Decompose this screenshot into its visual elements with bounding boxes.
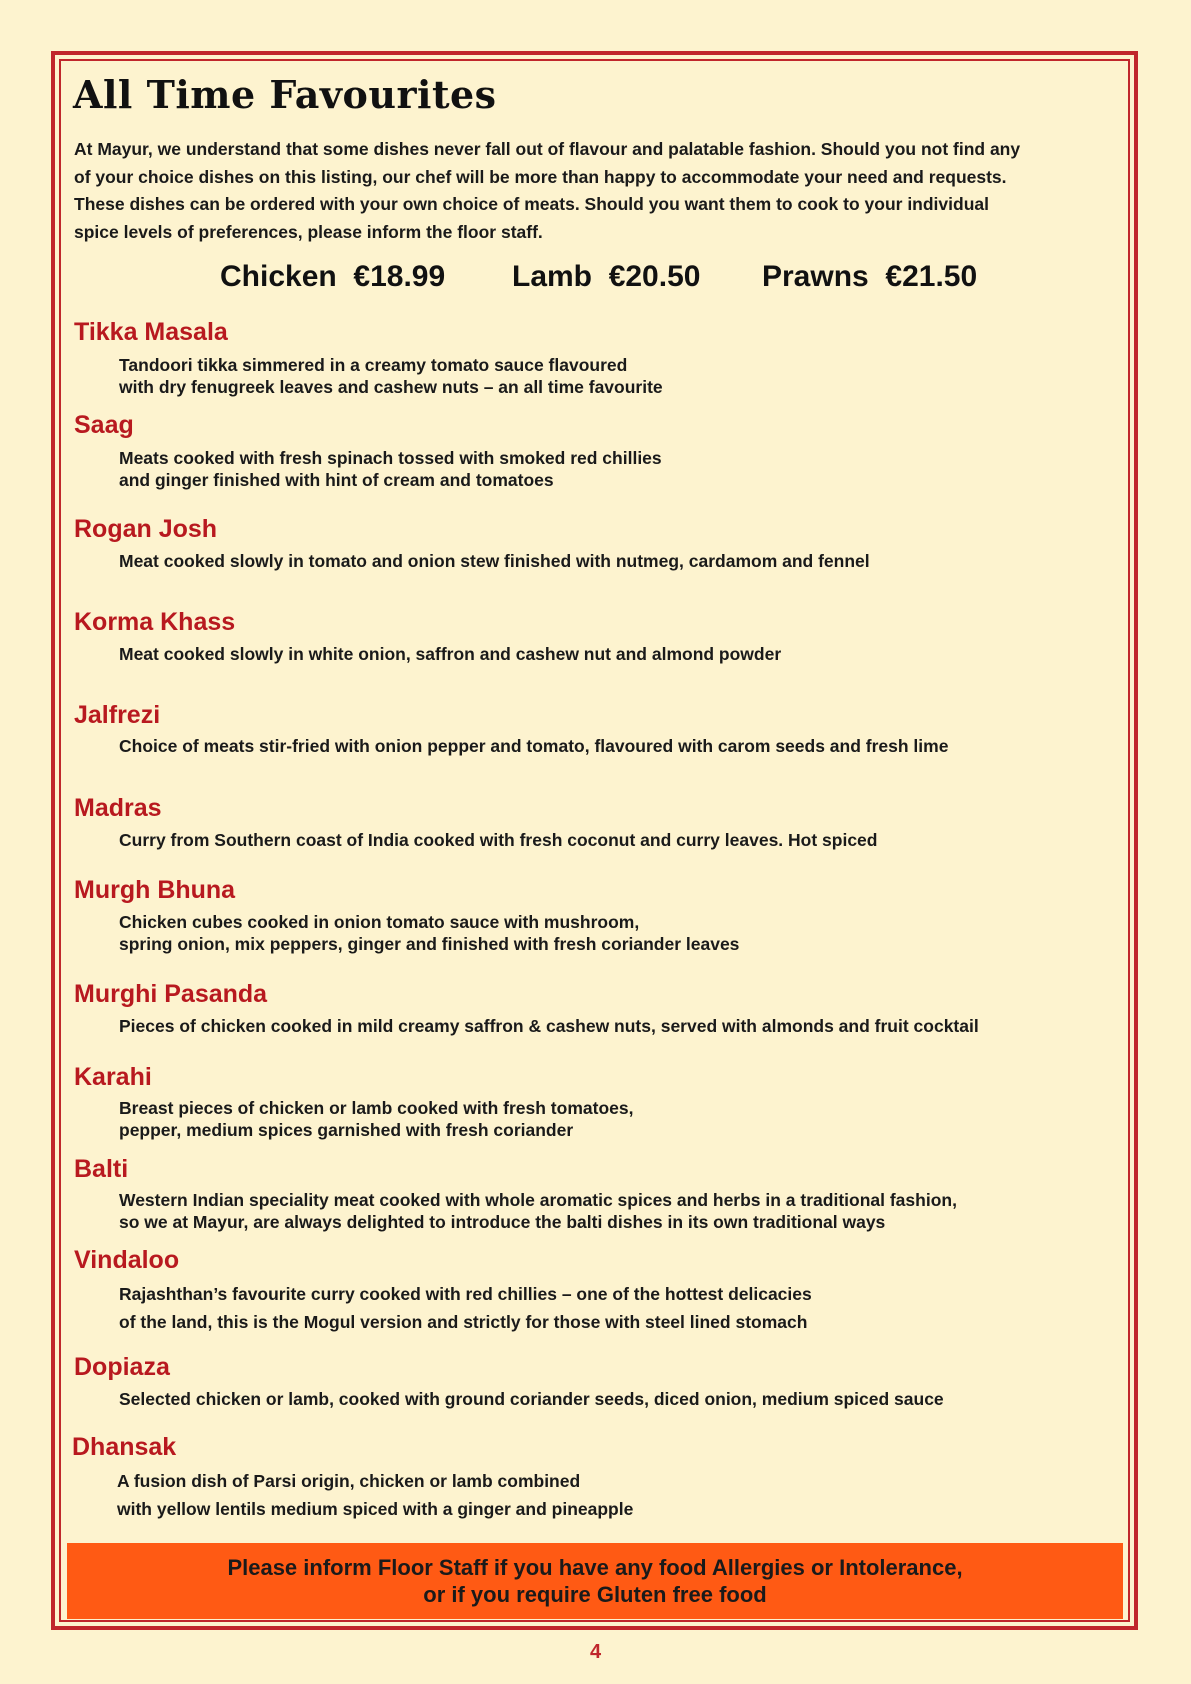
intro-line: of your choice dishes on this listing, our chef will be more than happy to accommodate your need and requests. [74,166,1007,187]
intro-line: At Mayur, we understand that some dishes never fall out of flavour and palatable fashion. Should you not find any [74,139,1021,159]
dish-description-line: Meats cooked with fresh spinach tossed with smoked red chillies [119,448,662,468]
dish-description-line: Meat cooked slowly in tomato and onion stew finished with nutmeg, cardamom and fennel [119,551,870,571]
dish-name-korma-khass: Korma Khass [74,608,236,636]
allergy-notice-line: Please inform Floor Staff if you have any food Allergies or Intolerance, [227,1555,963,1580]
dish-description-line: so we at Mayur, are always delighted to introduce the balti dishes in its own traditional ways [119,1212,886,1232]
dish-description-line: with dry fenugreek leaves and cashew nuts – an all time favourite [119,377,663,397]
dish-name-murgh-bhuna: Murgh Bhuna [74,876,236,904]
dish-description [117,1467,1127,1523]
dish-description-line: Curry from Southern coast of India cooked with fresh coconut and curry leaves. Hot spiced [119,830,878,850]
meat-label: Lamb [512,260,593,293]
dish-name-dhansak: Dhansak [72,1433,177,1461]
dish-name-murghi-pasanda: Murghi Pasanda [74,980,268,1008]
dish-description-line: and ginger finished with hint of cream and tomatoes [119,470,554,490]
dish-description [119,829,1129,851]
dish-description-line: Pieces of chicken cooked in mild creamy saffron & cashew nuts, served with almonds and fruit cocktail [119,1016,979,1036]
dish-name-jalfrezi: Jalfrezi [74,701,161,729]
price-chicken [220,260,445,294]
intro-paragraph [74,136,1134,246]
dish-name-balti: Balti [74,1155,129,1183]
dish-description-line: Rajashthan’s favourite curry cooked with red chillies – one of the hottest delicacies [119,1284,812,1304]
dish-description-line: Tandoori tikka simmered in a creamy tomato sauce flavoured [119,355,628,375]
dish-description [119,911,1129,955]
meat-price: €18.99 [353,260,446,293]
dish-description-line: pepper, medium spices garnished with fresh coriander [119,1120,574,1140]
dish-description [119,1189,1129,1233]
dish-description-line: with yellow lentils medium spiced with a ginger and pineapple [117,1499,634,1519]
dish-name-karahi: Karahi [74,1063,152,1091]
price-lamb [512,260,700,294]
dish-description [119,1097,1129,1141]
dish-description-line: Selected chicken or lamb, cooked with ground coriander seeds, diced onion, medium spiced sauce [119,1389,944,1409]
dish-name-saag: Saag [74,411,134,439]
meat-price: €20.50 [608,260,701,293]
dish-description [119,643,1129,665]
dish-name-vindaloo: Vindaloo [74,1246,180,1274]
dish-name-tikka-masala: Tikka Masala [74,318,228,346]
page-title: All Time Favourites [73,72,497,117]
meat-label: Prawns [762,260,869,293]
dish-description-line: Meat cooked slowly in white onion, saffron and cashew nut and almond powder [119,644,782,664]
dish-description-line: of the land, this is the Mogul version and strictly for those with steel lined stomach [119,1312,808,1332]
dish-description [119,1388,1129,1410]
dish-name-dopiaza: Dopiaza [74,1353,170,1381]
dish-name-madras: Madras [74,794,162,822]
dish-name-rogan-josh: Rogan Josh [74,515,218,543]
price-prawns [762,260,977,294]
page-number: 4 [589,1641,602,1663]
dish-description-line: Western Indian speciality meat cooked with whole aromatic spices and herbs in a traditional fashion, [119,1190,957,1210]
intro-line: spice levels of preferences, please inform the floor staff. [74,221,543,242]
allergy-notice-line: or if you require Gluten free food [423,1582,767,1607]
meat-label: Chicken [220,260,337,293]
dish-description-line: Breast pieces of chicken or lamb cooked with fresh tomatoes, [119,1098,634,1118]
dish-description-line: Chicken cubes cooked in onion tomato sauce with mushroom, [119,912,640,932]
intro-line: These dishes can be ordered with your own choice of meats. Should you want them to cook to your individual [74,194,989,214]
dish-description-line: A fusion dish of Parsi origin, chicken or lamb combined [117,1471,581,1491]
dish-description [119,1280,1129,1336]
dish-description-line: spring onion, mix peppers, ginger and finished with fresh coriander leaves [119,934,740,954]
dish-description [119,735,1129,757]
dish-description-line: Choice of meats stir-fried with onion pepper and tomato, flavoured with carom seeds and fresh lime [119,736,949,756]
allergy-notice-banner [67,1543,1123,1619]
meat-price: €21.50 [885,260,978,293]
dish-description [119,447,1129,491]
dish-description [119,550,1129,572]
dish-description [119,1015,1129,1037]
dish-description [119,354,1129,398]
